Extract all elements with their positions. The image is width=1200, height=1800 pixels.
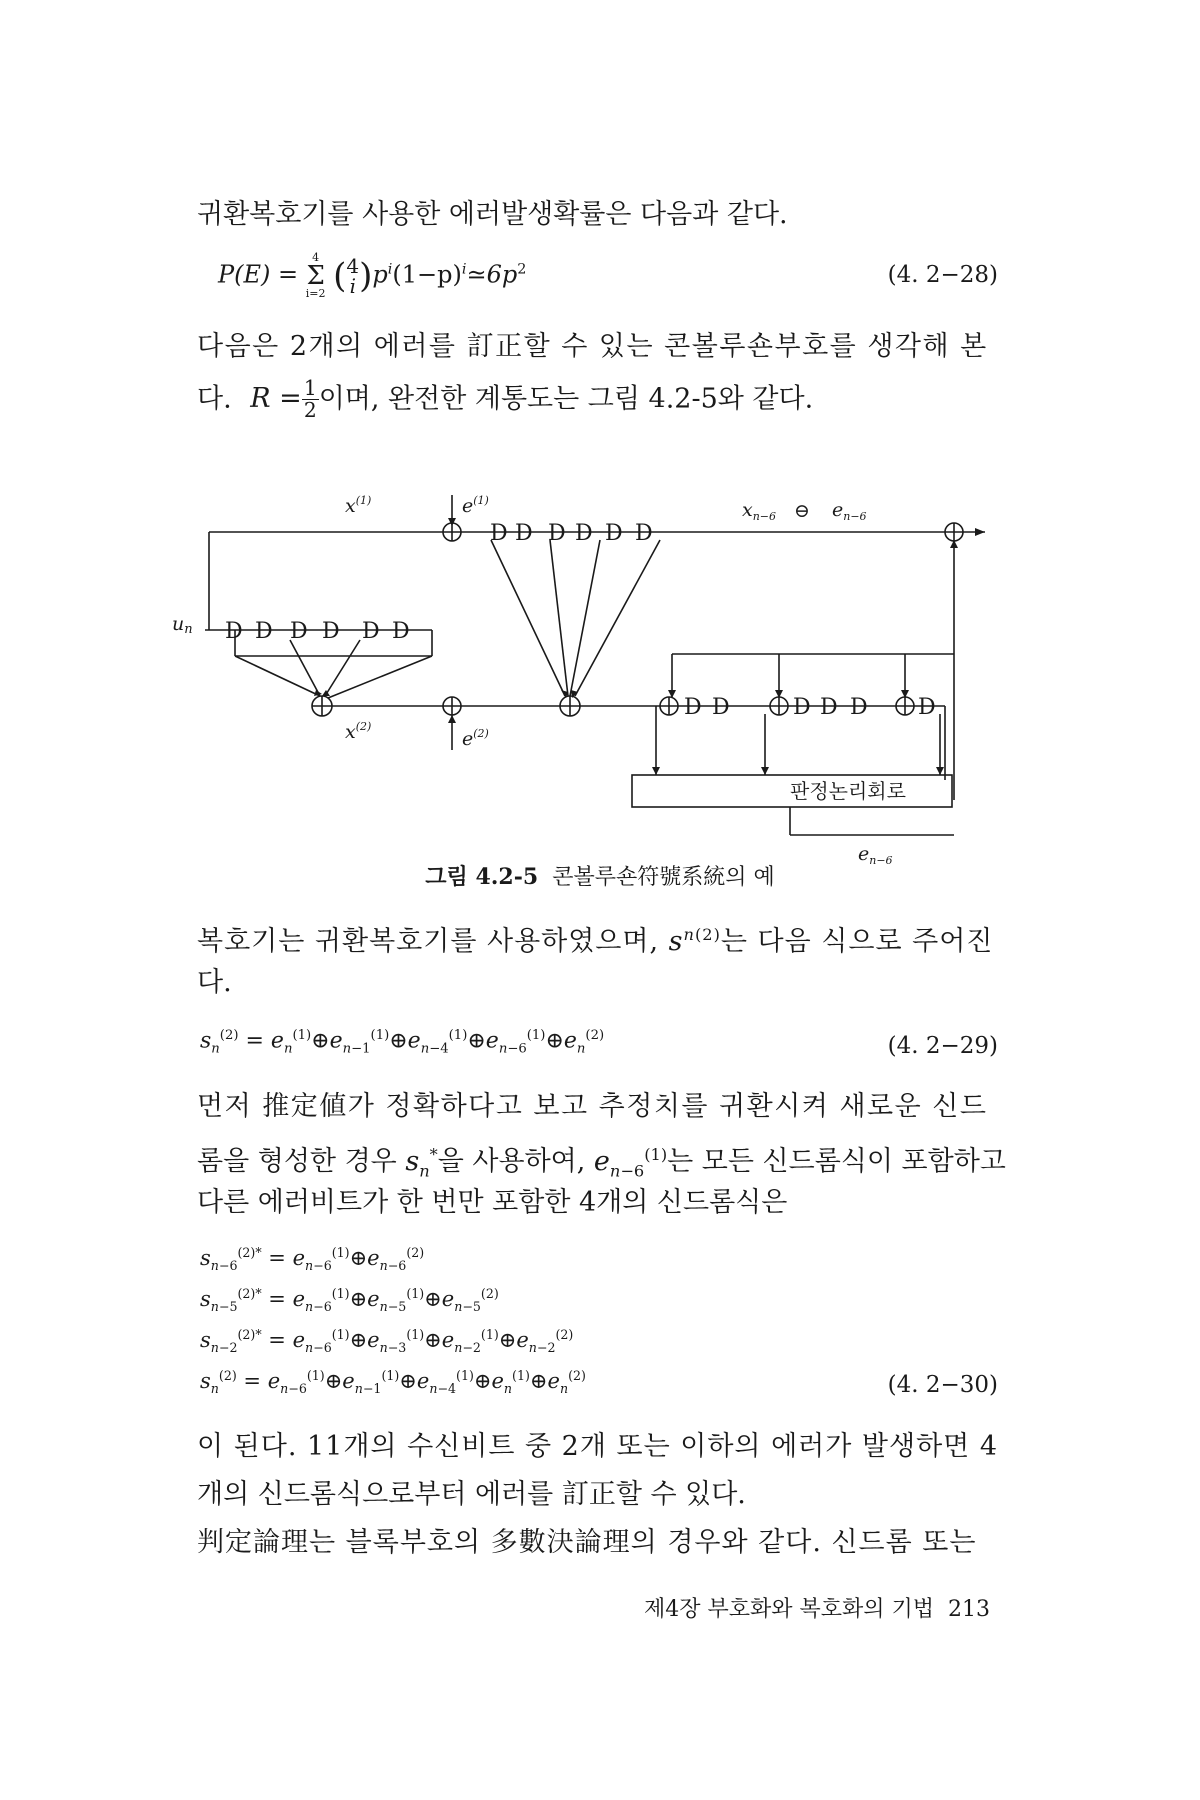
- page-footer: [644, 1592, 990, 1623]
- delay-d: D: [322, 619, 340, 644]
- delay-d: D: [490, 521, 508, 546]
- summation-symbol: 4 Σ i=2: [305, 251, 326, 300]
- label-u-n: un: [172, 613, 193, 637]
- delay-d: D: [392, 619, 410, 644]
- label-e-n-2: $e^{(2)}$: [462, 727, 489, 750]
- delay-d: D: [255, 619, 273, 644]
- equation-number-29: (4. 2−29): [887, 1033, 998, 1059]
- delay-d: D: [290, 619, 308, 644]
- paragraph-4-line-1: 먼저 推定値가 정확하다고 보고 추정치를 귀환시켜 새로운 신드: [197, 1091, 988, 1122]
- delay-d: D: [820, 695, 838, 720]
- paragraph-intro: 귀환복호기를 사용한 에러발생확률은 다음과 같다.: [197, 199, 788, 230]
- paragraph-3-line-1: 복호기는 귀환복호기를 사용하였으며, $s^{n(2)}$는 다음 식으로 주어진: [197, 925, 994, 957]
- delay-d: D: [635, 521, 653, 546]
- label-e-n-1: $e^{(1)}$: [462, 494, 489, 517]
- syndrome-delay-chain: [684, 695, 936, 720]
- delay-d: D: [850, 695, 868, 720]
- equation-number-28: (4. 2−28): [887, 262, 998, 288]
- paragraph-3-line-2: 다.: [197, 967, 232, 998]
- label-e-n-6-top: $e_{n-6}$: [832, 499, 867, 523]
- running-header-chapter: 제4장 부호화와 복호화의 기법: [643, 1597, 934, 1622]
- decision-logic-box-label: 판정논리회로: [790, 779, 906, 803]
- label-e-prime-n-6: $e_{n-6}$: [858, 843, 893, 867]
- delay-d: D: [605, 521, 623, 546]
- eq28-lhs: P(E) =: [218, 260, 299, 289]
- equation-number-30: (4. 2−30): [887, 1372, 998, 1398]
- paragraph-5-line-2: 개의 신드롬식으로부터 에러를 訂正할 수 있다.: [197, 1479, 746, 1510]
- figure-convolution-coding-system: [0, 440, 1200, 867]
- label-minus-circle: ⊖: [794, 500, 810, 522]
- delay-d: D: [515, 521, 533, 546]
- equation-4-2-29: $s_n^{(2)}$ = $e_n^{(1)}\oplus e_{n-1}^{(1)}\oplus e_{n-4}^{(1)}\oplus e_{n-6}^{(1)}\oplus e_n^{(2)}$: [200, 1028, 605, 1057]
- delay-d: D: [918, 695, 936, 720]
- paragraph-5-line-1: 이 된다. 11개의 수신비트 중 2개 또는 이하의 에러가 발생하면 4: [197, 1431, 999, 1462]
- delay-d: D: [684, 695, 702, 720]
- figure-caption: 그림 4.2-5 콘볼루숀符號系統의 예: [425, 864, 775, 890]
- delay-d: D: [548, 521, 566, 546]
- paragraph-2-line-1: 다음은 2개의 에러를 訂正할 수 있는 콘볼루숀부호를 생각해 본: [197, 331, 988, 362]
- label-x-n-6: $x_{n-6}$: [742, 499, 777, 523]
- page-number: 213: [948, 1597, 990, 1622]
- equation-4-2-30-line-4: $s_n^{(2)}$ = $e_{n-6}^{(1)}\oplus e_{n-1}^{(1)}\oplus e_{n-4}^{(1)}\oplus e_n^{(1)}\oplus e_n^{(2)}$: [200, 1368, 586, 1397]
- equation-4-2-30-line-3: $s_{n-2}^{(2)*}$ = $e_{n-6}^{(1)}\oplus e_{n-3}^{(1)}\oplus e_{n-2}^{(1)}\oplus e_{n-2}^{(2)}$: [200, 1327, 574, 1356]
- paragraph-4-line-2: 롬을 형성한 경우 $s_n^*$을 사용하여, $e_{n-6}^{(1)}$는 모든 신드롬식이 포함하고: [197, 1145, 1006, 1181]
- paragraph-2-line-2: 다. R = $\frac{1}{2}$ 이며, 완전한 계통도는 그림 4.2-5와 같다.: [197, 376, 814, 423]
- lower-left-delay-chain: [225, 619, 410, 644]
- top-delay-chain: [490, 521, 653, 546]
- fraction-one-half: $\frac{1}{2}$: [303, 376, 317, 423]
- delay-d: D: [362, 619, 380, 644]
- equation-4-2-28: P(E) = 4 Σ i=2 ( 4 i )$p^i(1-p)^i≃6p^2$: [218, 251, 527, 300]
- delay-d: D: [575, 521, 593, 546]
- delay-d: D: [225, 619, 243, 644]
- equation-4-2-30-line-2: $s_{n-5}^{(2)*}$ = $e_{n-6}^{(1)}\oplus e_{n-5}^{(1)}\oplus e_{n-5}^{(2)}$: [200, 1286, 499, 1315]
- paragraph-6-line-1: 判定論理는 블록부호의 多數決論理의 경우와 같다. 신드롬 또는: [197, 1527, 977, 1558]
- delay-d: D: [793, 695, 811, 720]
- equation-4-2-30-line-1: $s_{n-6}^{(2)*}$ = $e_{n-6}^{(1)}\oplus e_{n-6}^{(2)}$: [200, 1245, 425, 1274]
- label-x-n-1: $x^{(1)}$: [345, 494, 372, 517]
- delay-d: D: [712, 695, 730, 720]
- paragraph-4-line-3: 다른 에러비트가 한 번만 포함한 4개의 신드롬식은: [197, 1187, 788, 1218]
- binomial-coefficient: 4 i: [346, 254, 360, 298]
- label-x-n-2: $x^{(2)}$: [345, 720, 372, 743]
